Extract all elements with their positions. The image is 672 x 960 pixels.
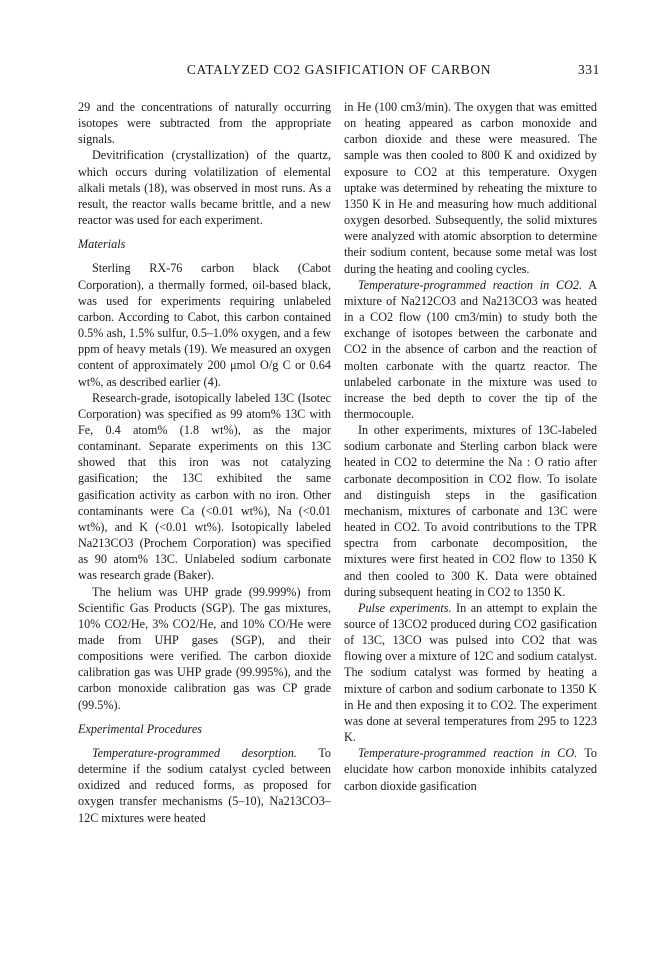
paragraph [78, 745, 331, 826]
page-number: 331 [577, 62, 600, 77]
paragraph-text: A mixture of Na212CO3 and Na213CO3 was heated in a CO2 flow (100 cm3/min) to study both the exchange of isotopes between the carbonate and CO2 in the absence of carbon and the reaction of molten carbonate with the quartz reactor. The unlabeled carbonate in the mixture was used to increase the bed depth to cover the tip of the thermocouple. [344, 277, 597, 421]
paragraph-text: To determine if the sodium catalyst cycled between oxidized and reduced forms, as proposed for oxygen transfer mechanisms (5–10), Na213CO3–12C mixtures were heated [78, 745, 331, 825]
paragraph: 29 and the concentrations of naturally occurring isotopes were subtracted from the appropriate signals. [78, 100, 331, 147]
paragraph [344, 745, 597, 793]
paragraph: Research-grade, isotopically labeled 13C (Isotec Corporation) was specified as 99 atom% 13C with Fe, 0.4 atom% (1.8 wt%), as the major contaminant. Separate experiments on this 13C showed that this iron was not catalyzing gasification; the 13C exhibited the same gasification activity as carbon with no iron. Other contaminants were Ca (<0.01 wt%), Na (<0.01 wt%), and K (<0.01 wt%). Isotopically labeled Na213CO3 (Prochem Corporation) was specified as 90 atom% 13C. Unlabeled sodium carbonate was research grade (Baker). [78, 390, 331, 583]
paragraph [344, 600, 597, 745]
paragraph: Sterling RX-76 carbon black (Cabot Corporation), a thermally formed, oil-based black, was used for experiments requiring unlabeled carbon. According to Cabot, this carbon contained 0.5% ash, 1.5% sulfur, 0.5–1.0% oxygen, and a few ppm of heavy metals (19). We measured an oxygen content of approximately 200 μmol O/g C or 0.64 wt%, as described earlier (4). [78, 261, 331, 389]
paragraph-text: To elucidate how carbon monoxide inhibits catalyzed carbon dioxide gasification [344, 746, 597, 793]
paragraph: In other experiments, mixtures of 13C-labeled sodium carbonate and Sterling carbon black were heated in CO2 to determine the Na : O ratio after carbonate decomposition in CO2 flow. To isolate and distinguish steps in the gasification mechanism, mixtures of carbonate and 13C were heated in CO2. To avoid contributions to the TPR spectra from carbonate decomposition, the mixtures were first heated in CO2 flow to 1350 K and then cooled to 300 K. Data were obtained during subsequent heating in CO2 to 1350 K. [344, 423, 597, 599]
paragraph [344, 277, 597, 422]
paragraph: in He (100 cm3/min). The oxygen that was emitted on heating appeared as carbon monoxide and carbon dioxide and these were measured. The sample was then cooled to 800 K and oxidized by exposure to CO2 at this temperature. Oxygen uptake was determined by reheating the mixture to 1350 K in He and measuring how much additional oxygen desorbed. Subsequently, the solid mixtures were analyzed with atomic absorption to determine their sodium content, because some metal was lost during the heating and cooling cycles. [344, 100, 597, 276]
section-heading-materials: Materials [78, 237, 126, 252]
section-heading-procedures: Experimental Procedures [78, 721, 202, 736]
inline-heading: Temperature-programmed desorption. [92, 745, 297, 760]
inline-heading: Temperature-programmed reaction in CO. [358, 746, 578, 761]
paragraph: Devitrification (crystallization) of the quartz, which occurs during volatilization of elemental alkali metals (18), was observed in most runs. As a result, the reactor walls became brittle, and a new reactor was used for each experiment. [78, 148, 331, 228]
running-title: CATALYZED CO2 GASIFICATION OF CARBON [186, 62, 492, 77]
paragraph: The helium was UHP grade (99.999%) from Scientific Gas Products (SGP). The gas mixtures, 10% CO2/He, 3% CO2/He, and 10% CO/He were made from UHP gases (SGP), and their compositions were verified. The carbon dioxide calibration gas was UHP grade (99.995%), and the carbon monoxide calibration gas was CP grade (99.5%). [78, 584, 331, 712]
inline-heading: Pulse experiments. [358, 600, 452, 615]
paragraph-text: In an attempt to explain the source of 13CO2 produced during CO2 gasification of 13C, 13CO was pulsed into CO2 that was flowing over a mixture of 12C and sodium catalyst. The sodium catalyst was formed by heating a mixture of carbon and sodium carbonate to 1350 K in He and then exposing it to CO2. The experiment was done at several temperatures from 295 to 1223 K. [344, 600, 598, 745]
left-column [78, 99, 331, 826]
page-header [78, 62, 600, 80]
right-column [344, 99, 597, 794]
inline-heading: Temperature-programmed reaction in CO2. [358, 277, 583, 292]
